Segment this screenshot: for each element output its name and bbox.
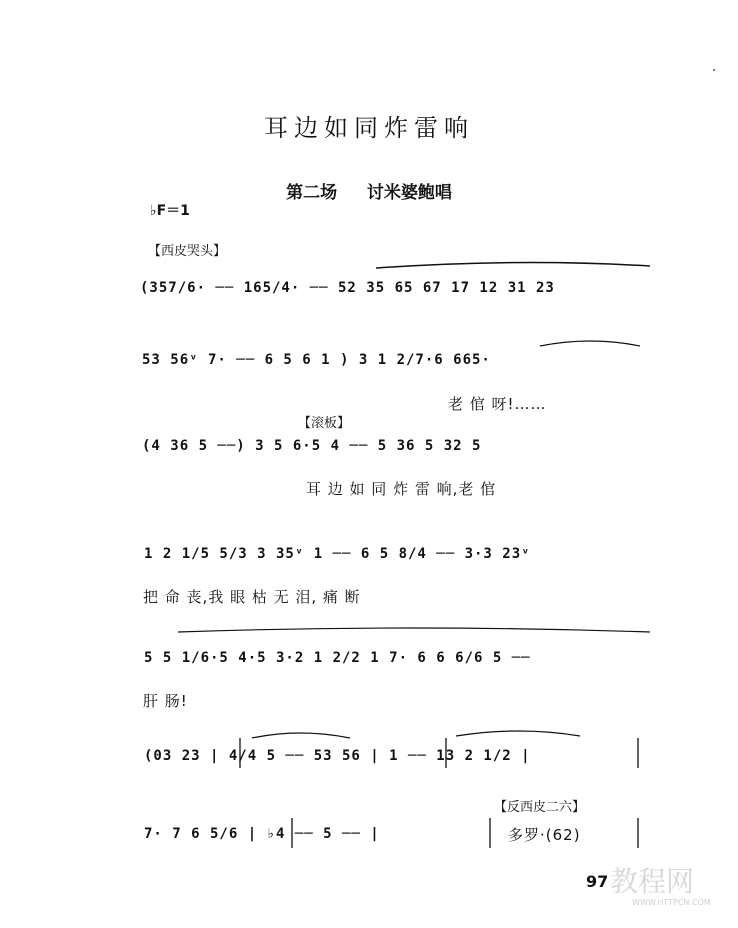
lyrics-line-3: 耳 边 如 同 炸 雷 响,老 倌 — [306, 480, 497, 498]
score-line-5: 5 5 1/6·5 4·5 3·2 1 2/2 1 7· 6 6 6/6 5 ── — [144, 650, 531, 666]
page-title: 耳边如同炸雷响 — [264, 114, 474, 142]
section-mark-fanxipi: 【反西皮二六】 — [494, 800, 586, 815]
section-mark-xipi: 【西皮哭头】 — [148, 244, 227, 259]
slur-line-1 — [376, 262, 650, 268]
key-signature: ♭F＝1 — [150, 203, 190, 219]
lyrics-line-7: 多罗·(62) — [508, 826, 581, 844]
lyrics-line-5: 肝 肠! — [143, 692, 188, 710]
watermark-url: WWW.HTTPCN.COM — [632, 898, 711, 907]
page-number: 97 — [586, 872, 609, 891]
lyrics-line-4: 把 命 丧,我 眼 枯 无 泪, 痛 断 — [143, 588, 361, 606]
scene-label: 第二场 — [286, 183, 338, 203]
slur-line-6b — [456, 731, 580, 736]
score-line-4: 1 2 1/5 5/3 3 35ᵛ 1 ── 6 5 8/4 ── 3·3 23ᵛ — [144, 546, 531, 562]
role-label: 讨米婆鲍唱 — [366, 183, 452, 203]
slur-line-2 — [540, 341, 640, 346]
score-line-1: (357/6· ── 165/4· ── 52 35 65 67 17 12 31 23 — [140, 280, 555, 296]
score-line-7: 7· 7 6 5/6 | ♭4 ── 5 ── | — [144, 826, 380, 842]
lyrics-line-2: 老 倌 呀!…… — [448, 395, 547, 413]
score-line-6: (03 23 | 4/4 5 ── 53 56 | 1 ── 13 2 1/2 | — [144, 748, 531, 764]
score-line-2: 53 56ᵛ 7· ── 6 5 6 1 ) 3 1 2/7·6 665· — [142, 352, 491, 368]
section-mark-gunban: 【滚板】 — [298, 416, 351, 431]
slur-line-5 — [178, 628, 650, 632]
watermark-logo: 教程网 — [610, 865, 695, 898]
edge-dot — [713, 69, 715, 71]
slur-line-6 — [252, 733, 350, 738]
score-line-3: (4 36 5 ──) 3 5 6·5 4 ── 5 36 5 32 5 — [142, 438, 482, 454]
